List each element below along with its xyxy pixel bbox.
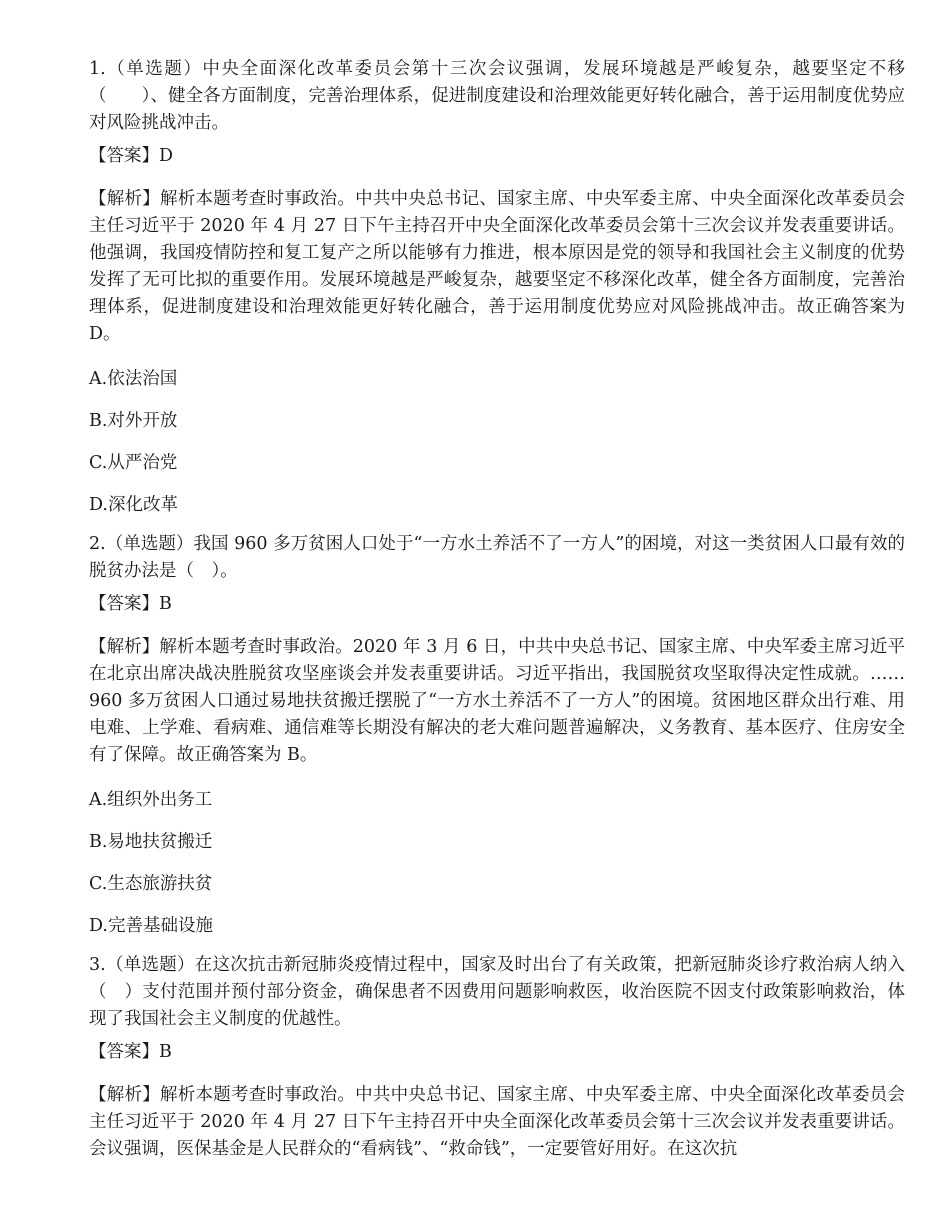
answer-label: 【答案】D <box>89 146 174 166</box>
option-a: A.组织外出务工 <box>89 790 213 810</box>
analysis-text: 【解析】解析本题考查时事政治。中共中央总书记、国家主席、中央军委主席、中央全面深化改革委员会主任习近平于 2020 年 4 月 27 日下午主持召开中央全面深化改革委员会第十三次会议并发表重要讲话。会议强调，医保基金是人民群众的“看病钱”、“救命钱”，一定要管好用好。在这次抗 <box>89 1085 905 1159</box>
question-stem: 1.（单选题）中央全面深化改革委员会第十三次会议强调，发展环境越是严峻复杂，越要坚定不移（ ）、健全各方面制度，完善治理体系，促进制度建设和治理效能更好转化融合，善于运用制度优势应对风险挑战冲击。 <box>89 59 905 133</box>
answer-label: 【答案】B <box>89 594 172 614</box>
option-d: D.完善基础设施 <box>89 916 213 936</box>
option-b: B.易地扶贫搬迁 <box>89 832 213 852</box>
answer-label: 【答案】B <box>89 1042 172 1062</box>
options-list <box>89 787 905 940</box>
option-c: C.从严治党 <box>89 453 178 473</box>
analysis-text: 【解析】解析本题考查时事政治。2020 年 3 月 6 日，中共中央总书记、国家主席、中央军委主席习近平在北京出席决战决胜脱贫攻坚座谈会并发表重要讲话。习近平指出，我国脱贫攻坚取得决定性成就。……960 多万贫困人口通过易地扶贫搬迁摆脱了“一方水土养活不了一方人”的困境。贫困地区群众出行难、用电难、上学难、看病难、通信难等长期没有解决的老大难问题普遍解决，义务教育、基本医疗、住房安全有了保障。故正确答案为 B。 <box>89 637 905 765</box>
question-stem: 3.（单选题）在这次抗击新冠肺炎疫情过程中，国家及时出台了有关政策，把新冠肺炎诊疗救治病人纳入（ ）支付范围并预付部分资金，确保患者不因费用问题影响救医，收治医院不因支付政策影响救治，体现了我国社会主义制度的优越性。 <box>89 955 905 1029</box>
question-3 <box>89 952 905 1163</box>
option-d: D.深化改革 <box>89 495 178 515</box>
question-2 <box>89 531 905 940</box>
question-1 <box>89 56 905 519</box>
option-b: B.对外开放 <box>89 411 178 431</box>
question-stem: 2.（单选题）我国 960 多万贫困人口处于“一方水土养活不了一方人”的困境，对这一类贫困人口最有效的脱贫办法是（ ）。 <box>89 534 905 581</box>
option-c: C.生态旅游扶贫 <box>89 874 213 894</box>
option-a: A.依法治国 <box>89 369 178 389</box>
document-page <box>89 56 905 1163</box>
options-list <box>89 366 905 519</box>
analysis-text: 【解析】解析本题考查时事政治。中共中央总书记、国家主席、中央军委主席、中央全面深化改革委员会主任习近平于 2020 年 4 月 27 日下午主持召开中央全面深化改革委员会第十三次会议并发表重要讲话。他强调，我国疫情防控和复工复产之所以能够有力推进，根本原因是党的领导和我国社会主义制度的优势发挥了无可比拟的重要作用。发展环境越是严峻复杂，越要坚定不移深化改革，健全各方面制度，完善治理体系，促进制度建设和治理效能更好转化融合，善于运用制度优势应对风险挑战冲击。故正确答案为 D。 <box>89 189 905 344</box>
